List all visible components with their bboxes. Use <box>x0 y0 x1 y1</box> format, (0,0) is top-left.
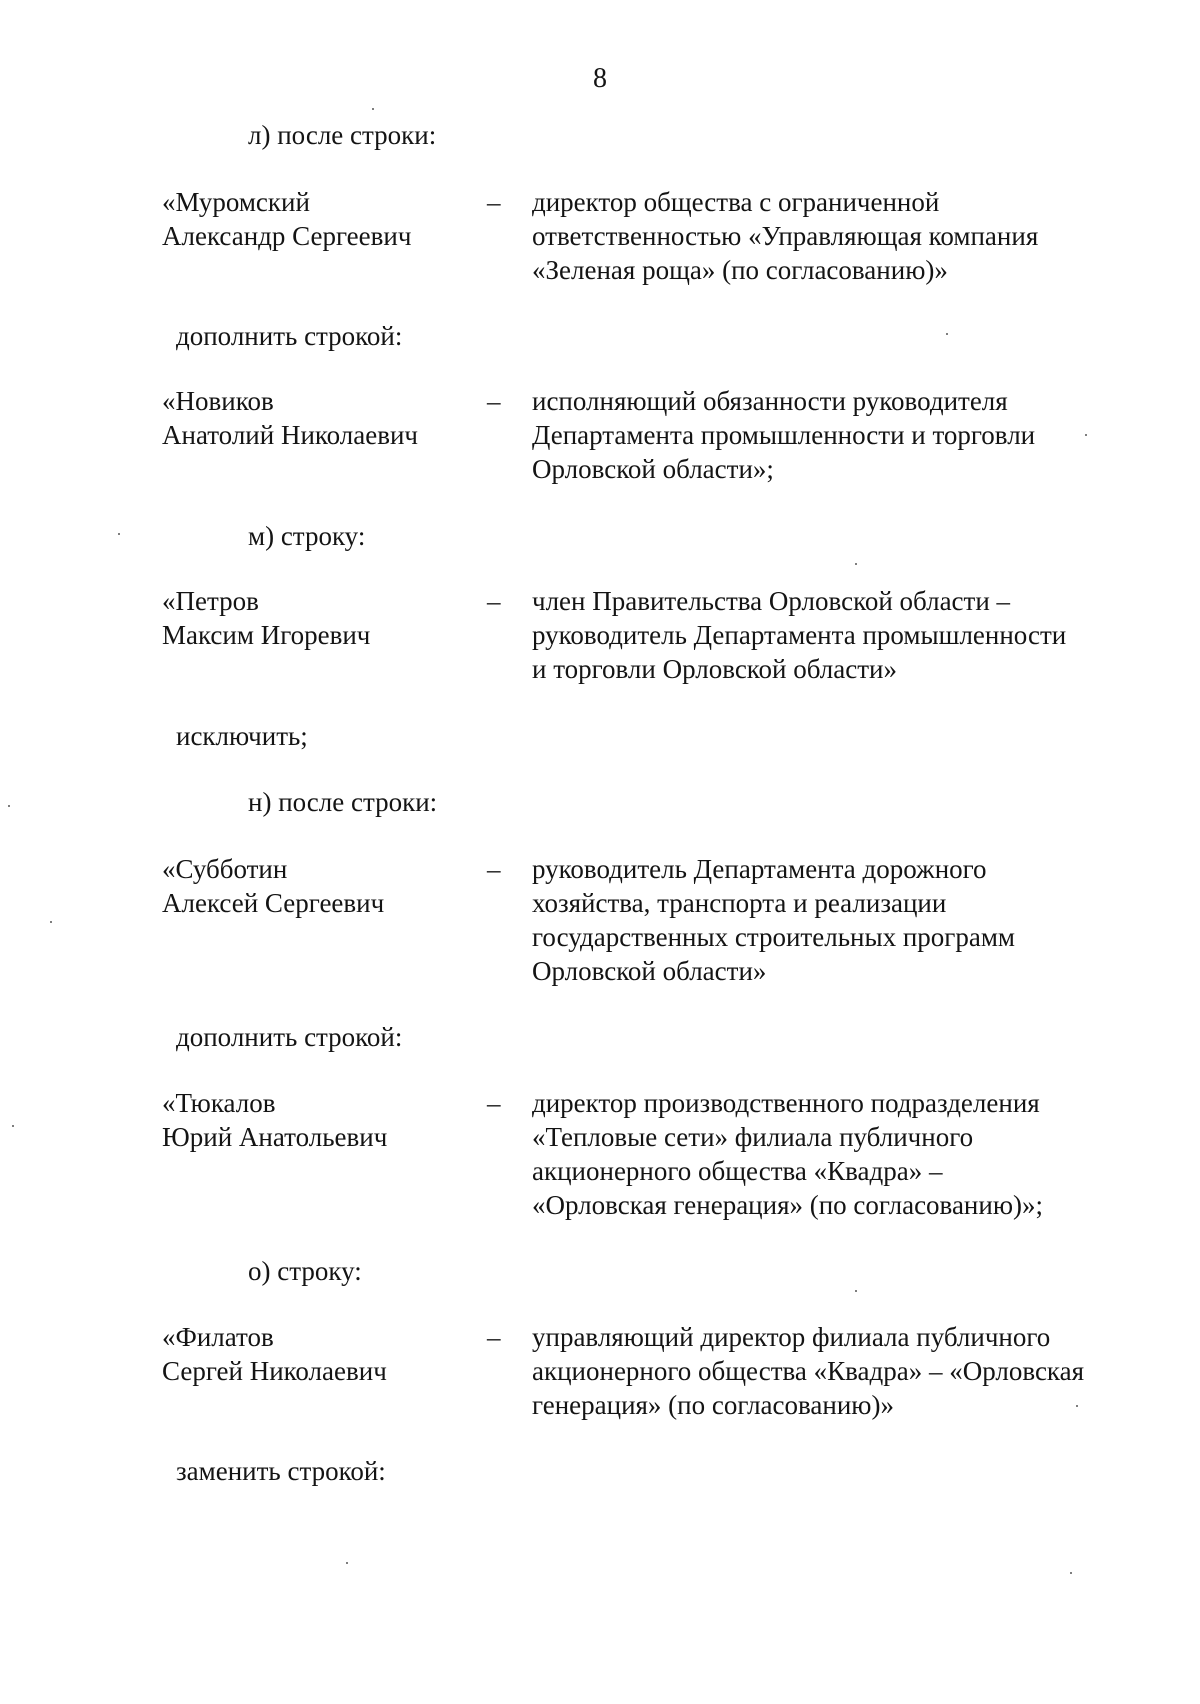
entry-given-names: Алексей Сергеевич <box>162 888 385 918</box>
entry-position-line: Орловской области»; <box>532 454 774 484</box>
entry-position-line: ответственностью «Управляющая компания <box>532 221 1039 251</box>
entry-dash: – <box>487 1322 501 1352</box>
entry-surname: «Тюкалов <box>162 1088 276 1118</box>
entry-dash: – <box>487 586 501 616</box>
entry-surname: «Муромский <box>162 187 310 217</box>
entry-position-line: руководитель Департамента дорожного <box>532 854 987 884</box>
entry-position-line: директор общества с ограниченной <box>532 187 940 217</box>
scan-speck <box>946 333 948 335</box>
entry-position-line: управляющий директор филиала публичного <box>532 1322 1051 1352</box>
entry-given-names: Сергей Николаевич <box>162 1356 387 1386</box>
entry-position <box>532 1086 1043 1222</box>
scan-speck <box>855 1290 857 1292</box>
instruction-m-action: исключить; <box>176 721 308 751</box>
entry-position-line: и торговли Орловской области» <box>532 654 898 684</box>
scan-speck <box>372 108 374 110</box>
scan-speck <box>50 921 52 923</box>
page-number: 8 <box>593 63 607 94</box>
entry-dash: – <box>487 1088 501 1118</box>
scan-speck <box>855 563 857 565</box>
entry-name <box>162 1086 387 1154</box>
entry-position-line: директор производственного подразделения <box>532 1088 1040 1118</box>
entry-position-line: генерация» (по согласованию)» <box>532 1390 894 1420</box>
instruction-o-replace: заменить строкой: <box>176 1456 386 1486</box>
scan-speck <box>12 1125 14 1127</box>
scan-speck <box>1070 1572 1072 1574</box>
entry-surname: «Петров <box>162 586 259 616</box>
entry-position-line: «Орловская генерация» (по согласованию)»; <box>532 1190 1043 1220</box>
entry-given-names: Александр Сергеевич <box>162 221 412 251</box>
entry-position-line: руководитель Департамента промышленности <box>532 620 1067 650</box>
entry-given-names: Анатолий Николаевич <box>162 420 418 450</box>
entry-position-line: акционерного общества «Квадра» – <box>532 1156 943 1186</box>
entry-name <box>162 852 384 920</box>
instruction-n: н) после строки: <box>248 787 438 817</box>
instruction-l: л) после строки: <box>248 120 437 150</box>
scan-speck <box>8 805 10 807</box>
entry-position-line: Орловской области» <box>532 956 767 986</box>
scan-speck <box>1085 434 1087 436</box>
entry-surname: «Филатов <box>162 1322 274 1352</box>
entry-position-line: «Зеленая роща» (по согласованию)» <box>532 255 948 285</box>
entry-dash: – <box>487 187 501 217</box>
scan-speck <box>1076 1405 1078 1407</box>
entry-position <box>532 852 1015 988</box>
entry-given-names: Юрий Анатольевич <box>162 1122 388 1152</box>
entry-name <box>162 384 418 452</box>
scan-speck <box>118 533 120 535</box>
entry-name <box>162 185 411 253</box>
entry-position-line: акционерного общества «Квадра» – «Орловская <box>532 1356 1085 1386</box>
scan-speck <box>346 1562 348 1564</box>
entry-given-names: Максим Игоревич <box>162 620 371 650</box>
entry-position <box>532 584 1066 686</box>
entry-position-line: Департамента промышленности и торговли <box>532 420 1036 450</box>
entry-position-line: исполняющий обязанности руководителя <box>532 386 1008 416</box>
entry-position <box>532 185 1038 287</box>
entry-position-line: государственных строительных программ <box>532 922 1016 952</box>
instruction-n-add: дополнить строкой: <box>176 1022 403 1052</box>
entry-position <box>532 1320 1084 1422</box>
entry-position-line: «Тепловые сети» филиала публичного <box>532 1122 974 1152</box>
entry-surname: «Субботин <box>162 854 288 884</box>
entry-name <box>162 584 370 652</box>
entry-surname: «Новиков <box>162 386 274 416</box>
instruction-o: о) строку: <box>248 1256 362 1286</box>
entry-position-line: хозяйства, транспорта и реализации <box>532 888 947 918</box>
instruction-l-add: дополнить строкой: <box>176 321 403 351</box>
entry-position-line: член Правительства Орловской области – <box>532 586 1011 616</box>
entry-name <box>162 1320 387 1388</box>
instruction-m: м) строку: <box>248 521 366 551</box>
entry-position <box>532 384 1035 486</box>
entry-dash: – <box>487 854 501 884</box>
entry-dash: – <box>487 386 501 416</box>
